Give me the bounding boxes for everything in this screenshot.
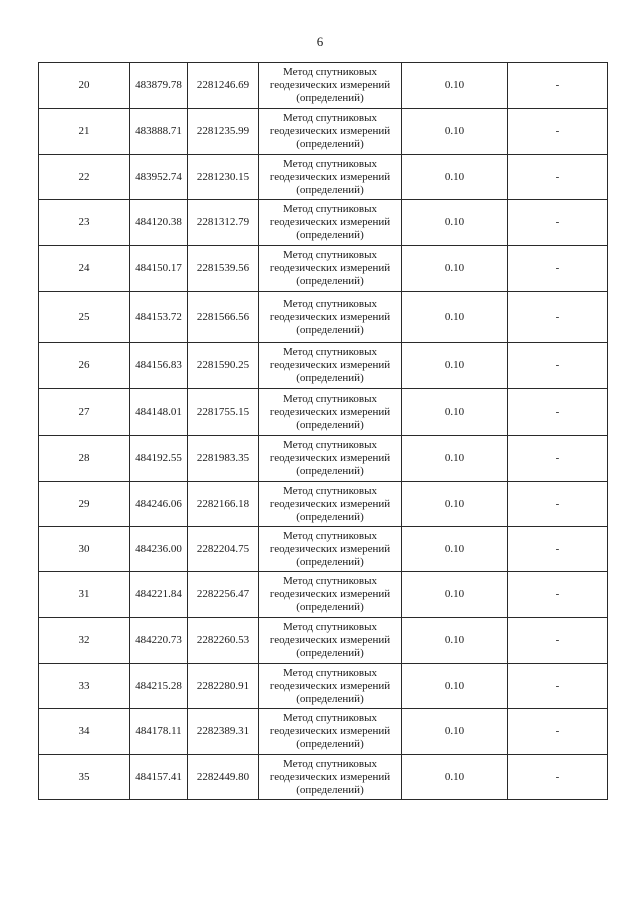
note-cell: - [508,572,608,618]
x-coordinate-cell: 484215.28 [130,664,188,709]
x-coordinate-cell: 484120.38 [130,200,188,246]
note-cell: - [508,292,608,343]
method-line: (определений) [296,229,364,241]
table-row [39,709,608,755]
method-line: геодезических измерений [269,310,391,323]
method-line: Метод спутниковых [283,712,377,724]
note-cell: - [508,436,608,482]
table-row [39,200,608,246]
method-line: геодезических измерений [269,125,391,137]
page-number: 6 [316,34,324,49]
accuracy-cell: 0.10 [402,482,508,527]
note-cell: - [508,343,608,389]
point-number-cell: 24 [39,246,130,292]
x-coordinate-cell: 484148.01 [130,389,188,436]
point-number-cell: 31 [39,572,130,618]
x-coordinate-cell: 484150.17 [130,246,188,292]
y-coordinate-cell: 2282166.18 [188,482,259,527]
method-line: Метод спутниковых [283,346,377,358]
note-cell: - [508,200,608,246]
coordinates-table-body [39,63,608,800]
accuracy-cell: 0.10 [402,527,508,572]
method-cell [259,482,402,527]
method-line: (определений) [296,555,364,568]
table-row [39,755,608,800]
method-line: геодезических измерений [269,634,391,646]
method-line: (определений) [296,418,364,431]
y-coordinate-cell: 2281235.99 [188,109,259,155]
method-line: (определений) [296,510,364,523]
note-cell: - [508,618,608,664]
method-line: Метод спутниковых [283,529,377,542]
table-row [39,664,608,709]
method-line: Метод спутниковых [283,666,377,679]
y-coordinate-cell: 2282280.91 [188,664,259,709]
method-cell [259,200,402,246]
method-line: Метод спутниковых [283,66,377,78]
point-number-cell: 32 [39,618,130,664]
note-cell: - [508,527,608,572]
accuracy-cell: 0.10 [402,755,508,800]
point-number-cell: 29 [39,482,130,527]
method-line: геодезических измерений [269,359,391,371]
accuracy-cell: 0.10 [402,572,508,618]
point-number-cell: 33 [39,664,130,709]
method-line: (определений) [296,138,364,150]
y-coordinate-cell: 2281590.25 [188,343,259,389]
y-coordinate-cell: 2282449.80 [188,755,259,800]
method-line: геодезических измерений [269,405,391,418]
method-line: Метод спутниковых [283,621,377,633]
method-line: Метод спутниковых [283,484,377,497]
x-coordinate-cell: 483879.78 [130,63,188,109]
table-row [39,572,608,618]
note-cell: - [508,389,608,436]
method-cell [259,664,402,709]
x-coordinate-cell: 483952.74 [130,155,188,200]
method-line: Метод спутниковых [283,392,377,405]
method-line: (определений) [296,692,364,705]
method-line: геодезических измерений [269,542,391,555]
y-coordinate-cell: 2282204.75 [188,527,259,572]
method-line: (определений) [296,783,364,796]
point-number-cell: 30 [39,527,130,572]
method-cell [259,109,402,155]
method-line: (определений) [296,92,364,104]
point-number-cell: 21 [39,109,130,155]
accuracy-cell: 0.10 [402,389,508,436]
method-cell [259,246,402,292]
y-coordinate-cell: 2282260.53 [188,618,259,664]
accuracy-cell: 0.10 [402,63,508,109]
table-row [39,527,608,572]
point-number-cell: 26 [39,343,130,389]
coordinates-table [38,62,608,800]
x-coordinate-cell: 484153.72 [130,292,188,343]
note-cell: - [508,709,608,755]
note-cell: - [508,246,608,292]
note-cell: - [508,664,608,709]
method-cell [259,292,402,343]
y-coordinate-cell: 2281566.56 [188,292,259,343]
note-cell: - [508,155,608,200]
accuracy-cell: 0.10 [402,436,508,482]
method-cell [259,618,402,664]
method-cell [259,155,402,200]
table-row [39,343,608,389]
method-line: (определений) [296,465,364,477]
method-cell [259,343,402,389]
table-row [39,389,608,436]
method-line: (определений) [296,183,364,196]
method-cell [259,755,402,800]
y-coordinate-cell: 2281539.56 [188,246,259,292]
method-line: Метод спутниковых [283,157,377,170]
y-coordinate-cell: 2282389.31 [188,709,259,755]
method-line: геодезических измерений [269,216,391,228]
method-line: (определений) [296,323,364,336]
accuracy-cell: 0.10 [402,200,508,246]
note-cell: - [508,109,608,155]
point-number-cell: 20 [39,63,130,109]
table-row [39,109,608,155]
y-coordinate-cell: 2281246.69 [188,63,259,109]
y-coordinate-cell: 2281755.15 [188,389,259,436]
method-line: Метод спутниковых [283,249,377,261]
table-row [39,436,608,482]
point-number-cell: 22 [39,155,130,200]
method-cell [259,63,402,109]
method-line: геодезических измерений [269,262,391,274]
x-coordinate-cell: 484236.00 [130,527,188,572]
method-line: (определений) [296,647,364,659]
note-cell: - [508,755,608,800]
table-row [39,155,608,200]
method-line: Метод спутниковых [283,203,377,215]
method-cell [259,389,402,436]
accuracy-cell: 0.10 [402,292,508,343]
x-coordinate-cell: 484157.41 [130,755,188,800]
method-line: Метод спутниковых [283,297,377,310]
point-number-cell: 28 [39,436,130,482]
method-cell [259,527,402,572]
method-line: Метод спутниковых [283,112,377,124]
accuracy-cell: 0.10 [402,246,508,292]
method-cell [259,709,402,755]
accuracy-cell: 0.10 [402,109,508,155]
y-coordinate-cell: 2281983.35 [188,436,259,482]
table-row [39,246,608,292]
x-coordinate-cell: 484192.55 [130,436,188,482]
method-line: (определений) [296,275,364,287]
method-cell [259,436,402,482]
note-cell: - [508,63,608,109]
method-line: геодезических измерений [269,452,391,464]
method-line: геодезических измерений [269,497,391,510]
y-coordinate-cell: 2282256.47 [188,572,259,618]
accuracy-cell: 0.10 [402,155,508,200]
x-coordinate-cell: 484156.83 [130,343,188,389]
accuracy-cell: 0.10 [402,343,508,389]
x-coordinate-cell: 484220.73 [130,618,188,664]
method-line: геодезических измерений [269,770,391,783]
method-line: (определений) [296,601,364,613]
y-coordinate-cell: 2281230.15 [188,155,259,200]
table-row [39,292,608,343]
note-cell: - [508,482,608,527]
point-number-cell: 35 [39,755,130,800]
table-row [39,482,608,527]
point-number-cell: 25 [39,292,130,343]
method-line: геодезических измерений [269,725,391,737]
x-coordinate-cell: 483888.71 [130,109,188,155]
method-cell [259,572,402,618]
accuracy-cell: 0.10 [402,618,508,664]
point-number-cell: 34 [39,709,130,755]
table-row [39,618,608,664]
method-line: Метод спутниковых [283,757,377,770]
x-coordinate-cell: 484246.06 [130,482,188,527]
method-line: геодезических измерений [269,679,391,692]
method-line: Метод спутниковых [283,575,377,587]
method-line: (определений) [296,372,364,384]
point-number-cell: 27 [39,389,130,436]
y-coordinate-cell: 2281312.79 [188,200,259,246]
method-line: Метод спутниковых [283,439,377,451]
method-line: геодезических измерений [269,588,391,600]
method-line: геодезических измерений [269,170,391,183]
method-line: (определений) [296,738,364,750]
table-row [39,63,608,109]
x-coordinate-cell: 484178.11 [130,709,188,755]
method-line: геодезических измерений [269,79,391,91]
x-coordinate-cell: 484221.84 [130,572,188,618]
accuracy-cell: 0.10 [402,664,508,709]
accuracy-cell: 0.10 [402,709,508,755]
point-number-cell: 23 [39,200,130,246]
